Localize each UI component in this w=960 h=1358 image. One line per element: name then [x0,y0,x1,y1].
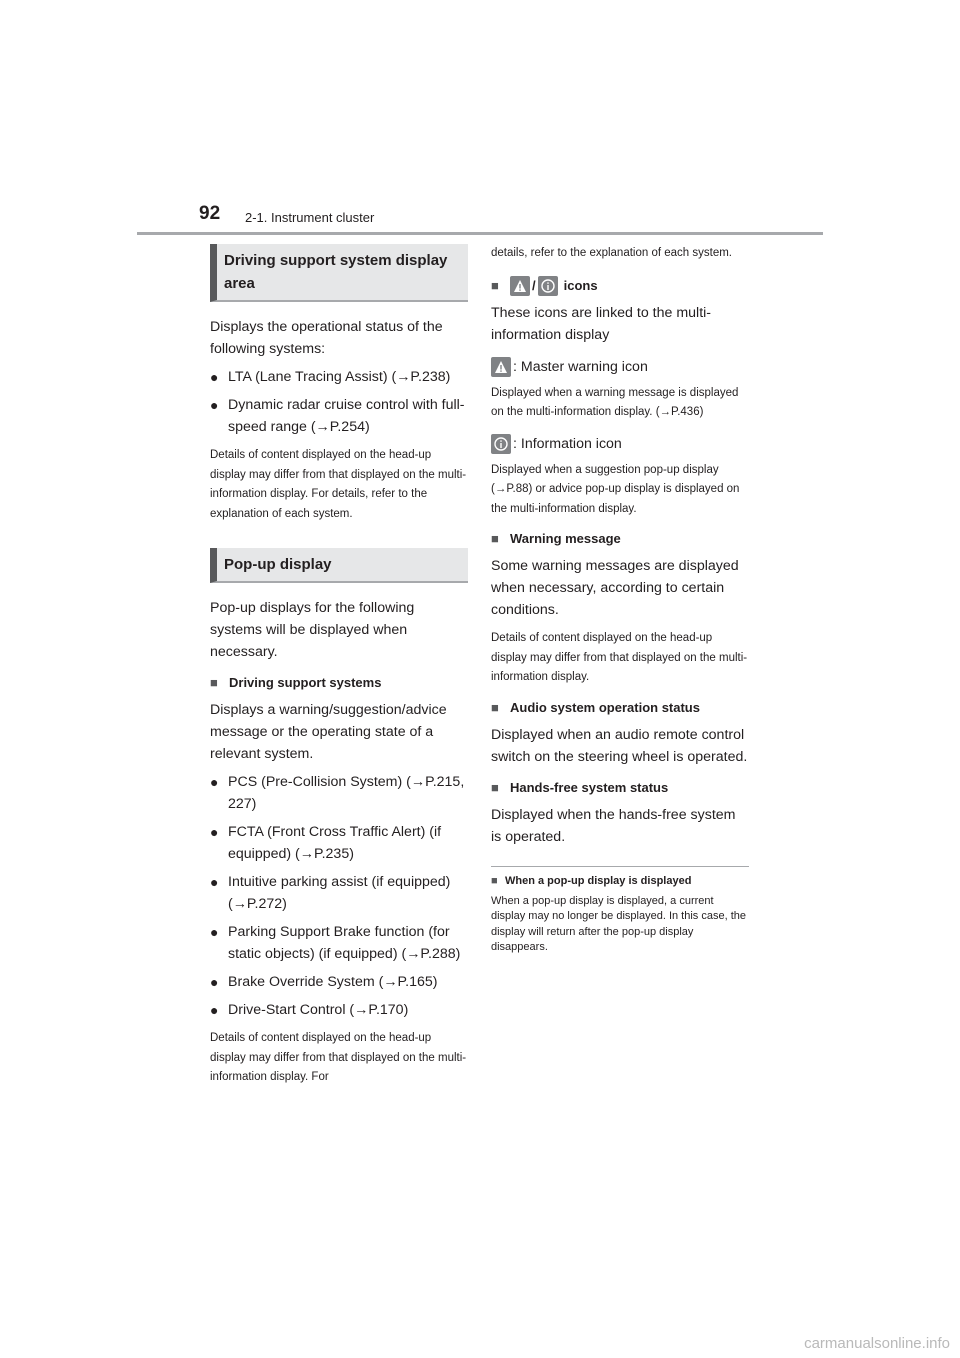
watermark: carmanualsonline.info [804,1335,950,1352]
note-heading: ■ When a pop-up display is displayed [491,874,692,887]
warning-text: Some warning messages are displayed when necessary, according to certain conditions. [491,558,739,618]
list-item: ● LTA (Lane Tracing Assist) (→P.238) [210,369,451,385]
continued-text: details, refer to the explanation of each system. [491,247,732,259]
audio-text: Displayed when an audio remote control switch on the steering wheel is operated. [491,726,748,765]
list-item: ● Intuitive parking assist (if equipped) (→P.272) [210,874,451,912]
information-row: : Information icon [491,433,749,455]
intro-text: Displays the operational status of the following systems: [210,319,443,357]
list-item: ● PCS (Pre-Collision System) (→P.215, 227) [210,774,465,812]
subheading-warning: ■ Warning message [491,531,621,546]
subheading-driving-support: ■ Driving support systems [210,675,382,690]
warning-note: Details of content displayed on the head-up display may differ from that displayed on the multi-information display. [491,632,748,683]
master-warning-icon [510,276,530,296]
driving-support-text: Displays a warning/suggestion/advice message or the operating state of a relevant system. [210,702,447,762]
hands-free-text: Displayed when the hands-free system is operated. [491,806,736,845]
note-text: Details of content displayed on the head-up display may differ from that displayed on the multi-information display. For [210,1032,467,1083]
page-number: 92 [199,203,221,224]
right-column [491,244,749,956]
list-item: ● Brake Override System (→P.165) [210,974,438,990]
header-rule [137,232,823,235]
information-text: Displayed when a suggestion pop-up display (→P.88) or advice pop-up display is displayed on the multi-information display. [491,463,740,515]
list-item: ● Drive-Start Control (→P.170) [210,1002,409,1018]
subheading-icons: ■ / icons [491,276,749,296]
master-warning-text: Displayed when a warning message is displayed on the multi-information display. (→P.436) [491,386,739,418]
note-divider [491,866,749,867]
icons-text: These icons are linked to the multi-information display [491,304,712,343]
note-text: Details of content displayed on the head-up display may differ from that displayed on the multi-information display. For details, refer to the explanation of each system. [210,449,467,520]
master-warning-row: : Master warning icon [491,356,749,378]
master-warning-icon [491,357,511,377]
list-item: ● FCTA (Front Cross Traffic Alert) (if equipped) (→P.235) [210,824,442,862]
list-item: ● Parking Support Brake function (for static objects) (if equipped) (→P.288) [210,924,461,962]
note-body: When a pop-up display is displayed, a current display may no longer be displayed. In this case, the display will return after the pop-up display disappears. [491,894,746,953]
list-item: ● Dynamic radar cruise control with full-speed range (→P.254) [210,397,465,435]
subheading-audio: ■ Audio system operation status [491,699,700,715]
popup-intro: Pop-up displays for the following systems will be displayed when necessary. [210,600,415,660]
heading-popup: Pop-up display [210,548,468,583]
left-column [210,244,468,1088]
information-icon [491,434,511,454]
subheading-hands-free: ■ Hands-free system status [491,779,669,795]
section-title: 2-1. Instrument cluster [245,210,375,225]
heading-driving-support: Driving support system display area [210,244,468,302]
information-icon [538,276,558,296]
